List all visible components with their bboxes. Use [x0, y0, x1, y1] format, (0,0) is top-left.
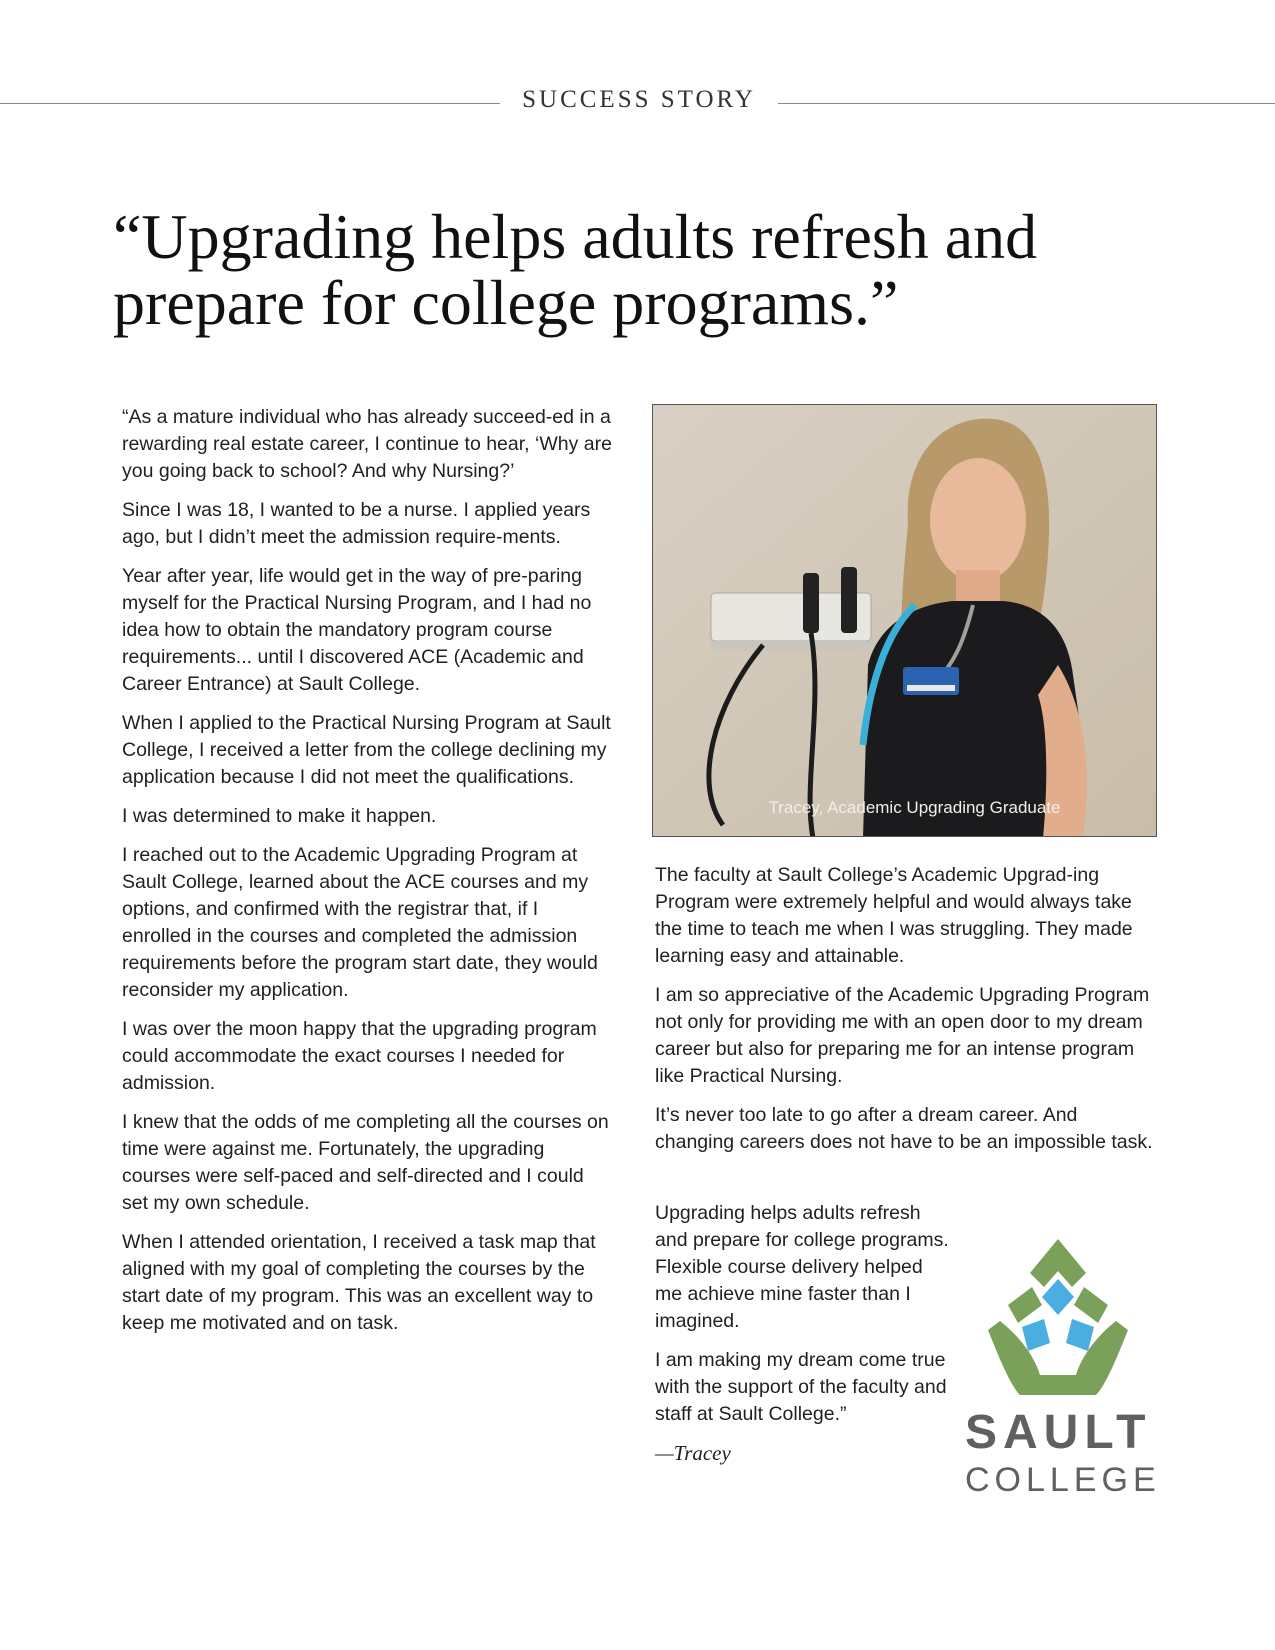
- paragraph: The faculty at Sault College’s Academic Upgrad-ing Program were extremely helpful and would always take the time to teach me when I was struggling. They made learning easy and attainable.: [655, 864, 1133, 967]
- photo-caption: Tracey, Academic Upgrading Graduate: [768, 798, 1061, 817]
- logo-word-college: COLLEGE: [965, 1461, 1161, 1499]
- photo-illustration: [653, 405, 1157, 837]
- logo-emblem-icon: [978, 1235, 1138, 1400]
- paragraph: When I attended orientation, I received a task map that aligned with my goal of completing the courses by the start date of my program. This was an excellent way to keep me motivated and on task.: [122, 1231, 596, 1334]
- headline: [113, 201, 1113, 338]
- header-rule-left: [0, 103, 500, 104]
- header-rule-right: [778, 103, 1275, 104]
- paragraph: Since I was 18, I wanted to be a nurse. I applied years ago, but I didn’t meet the admission require-ments.: [122, 499, 591, 548]
- signature: —Tracey: [655, 1441, 731, 1465]
- paragraph: I am so appreciative of the Academic Upgrading Program not only for providing me with an open door to my dream career but also for preparing me for an intense program like Practical Nursing.: [655, 984, 1150, 1087]
- left-column: [122, 404, 612, 1349]
- paragraph: I was over the moon happy that the upgrading program could accommodate the exact courses I needed for admission.: [122, 1018, 597, 1094]
- paragraph: Upgrading helps adults refresh and prepare for college programs. Flexible course delivery helped me achieve mine faster than I imagined.: [655, 1202, 949, 1332]
- right-column: [655, 862, 1155, 1168]
- graduate-photo: [652, 404, 1157, 837]
- right-narrow-column: [655, 1200, 955, 1467]
- section-label: SUCCESS STORY: [522, 86, 756, 113]
- paragraph: “As a mature individual who has already succeed-ed in a rewarding real estate career, I continue to hear, ‘Why are you going back to school? And why Nursing?’: [122, 406, 612, 482]
- paragraph: Year after year, life would get in the way of pre-paring myself for the Practical Nursing Program, and I had no idea how to obtain the mandatory program course requirements... until I discovered ACE (Academic and Career Entrance) at Sault College.: [122, 565, 592, 695]
- headline-line-1: “Upgrading helps adults refresh and: [113, 201, 1038, 272]
- paragraph: I was determined to make it happen.: [122, 805, 437, 827]
- paragraph: I knew that the odds of me completing all the courses on time were against me. Fortunately, the upgrading courses were self-paced and self-directed and I could set my own schedule.: [122, 1111, 609, 1214]
- headline-line-2: prepare for college programs.”: [113, 267, 899, 338]
- logo-word-sault: SAULT: [965, 1406, 1152, 1459]
- paragraph: It’s never too late to go after a dream career. And changing careers does not have to be an impossible task.: [655, 1104, 1153, 1153]
- paragraph: When I applied to the Practical Nursing Program at Sault College, I received a letter from the college declining my application because I did not meet the qualifications.: [122, 712, 611, 788]
- sault-college-logo: [965, 1235, 1161, 1500]
- paragraph: I am making my dream come true with the support of the faculty and staff at Sault College.”: [655, 1349, 947, 1425]
- paragraph: I reached out to the Academic Upgrading Program at Sault College, learned about the ACE courses and my options, and confirmed with the registrar that, if I enrolled in the courses and completed the admission requirements before the program start date, they would reconsider my application.: [122, 844, 598, 1001]
